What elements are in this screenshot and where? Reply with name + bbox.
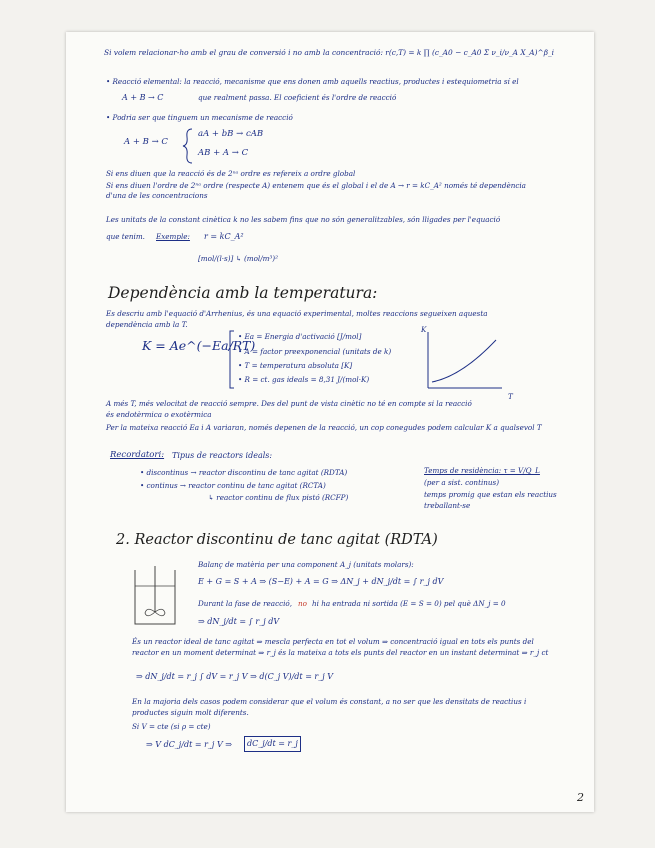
text-line: E + G = S + A ⇒ (S−E) + A = G ⇒ ΔN_j + dN_j/dt = ∫ r_j dV [198,577,444,586]
stirred-tank-sketch [132,564,178,628]
text-line: Si volem relacionar-ho amb el grau de conversió i no amb la concentració: r(c,T) = k ∏ (c_A0 − c_A0 Σ ν_i/ν_A X_A)^β_i [104,48,555,57]
text-line: • continus → reactor continu de tanc agitat (RCTA) [140,481,326,490]
text-line: • R = ct. gas ideals = 8,31 J/(mol·K) [238,375,370,384]
text-line: hi ha entrada ni sortida (E = S = 0) pel què ΔN_j = 0 [312,599,506,608]
section-heading: 2. Reactor discontinu de tanc agitat (RDTA) [116,532,438,548]
arrhenius-graph [422,330,504,396]
boxed-result: dC_j/dt = r_j [244,736,301,752]
text-line: temps promig que estan els reactius [424,490,557,499]
text-line: productes siguin molt diferents. [132,708,249,717]
text-line: és endotèrmica o exotèrmica [106,410,212,419]
brace [182,128,194,164]
text-line: A + B → C [124,137,168,147]
text-line: d'una de les concentracions [106,191,208,200]
text-line: És un reactor ideal de tanc agitat ⇒ mescla perfecta en tot el volum ⇒ concentració igual en tots els punts del [132,637,534,646]
text-line: ↳ reactor continu de flux pistó (RCFP) [208,493,349,502]
text-line: que realment passa. El coeficient és l'ordre de reacció [198,93,397,102]
text-line: A + B → C [122,93,164,102]
page-number: 2 [577,791,584,804]
text-line: Exemple: [156,232,190,241]
text-line: r = kC_A² [204,232,244,241]
text-line: aA + bB → cAB [198,129,264,139]
text-line: Si ens diuen l'ordre de 2ⁿᵃ ordre (respecte A) entenem que és el global i el de A → r = kC_A² només té dependència [106,181,526,190]
text-line: • Podria ser que tinguem un mecanisme de reacció [106,113,293,122]
text-line: ⇒ V dC_j/dt = r_j V ⇒ [146,740,232,749]
text-line: dependència amb la T. [106,320,188,329]
text-line: ⇒ dN_j/dt = r_j ∫ dV = r_j V ⇒ d(C_j V)/dt = r_j V [136,672,334,681]
arrhenius-equation: K = Ae^(−Ea/RT) [142,338,256,353]
text-line: treballant-se [424,501,471,510]
text-line: Balanç de matèria per una component A_j (unitats molars): [198,560,414,569]
text-line: Per la mateixa reacció Ea i A variaran, només depenen de la reacció, un cop conegudes podem calcular K a qualsevol T [106,423,542,432]
text-line: AB + A → C [198,148,249,158]
bracket [228,330,236,390]
text-line: • A = factor preexponencial (unitats de k) [238,347,392,356]
text-line: Tipus de reactors ideals: [172,451,273,460]
text-line: • Ea = Energia d'activació [J/mol] [238,332,362,341]
graph-axis-label: T [508,392,513,401]
text-line: Temps de residència: τ = V/Q_L [424,466,540,475]
text-line: Durant la fase de reacció, [198,599,293,608]
text-line: Si V = cte (si ρ = cte) [132,722,211,731]
notebook-page [66,32,594,812]
text-line: Si ens diuen que la reacció és de 2ⁿᵃ ordre es refereix a ordre global [106,169,356,178]
graph-axis-label: K [421,325,427,334]
section-heading: Dependència amb la temperatura: [108,284,378,302]
text-line: • T = temperatura absoluta [K] [238,361,353,370]
text-line-highlight: no [298,599,307,608]
text-line: [mol/(l·s)] ↳ (mol/m³)² [198,254,278,263]
text-line: Recordatori: [110,450,165,460]
text-line: En la majoria dels casos podem considerar que el volum és constant, a no ser que les densitats de reactius i [132,697,527,706]
text-line: • discontinus → reactor discontinu de tanc agitat (RDTA) [140,468,348,477]
text-line: ⇒ dN_j/dt = ∫ r_j dV [198,617,280,626]
text-line: Les unitats de la constant cinètica k no les sabem fins que no són generalitzables, són lligades per l'equació [106,215,501,224]
text-line: (per a sist. continus) [424,478,500,487]
text-line: A més T, més velocitat de reacció sempre. Des del punt de vista cinètic no té en compte si la reacció [106,399,472,408]
text-line: Es descriu amb l'equació d'Arrhenius, és una equació experimental, moltes reaccions segueixen aquesta [106,309,488,318]
text-line: que tenim. [106,232,145,241]
text-line: reactor en un moment determinat ⇒ r_j és la mateixa a tots els punts del reactor en un instant determinat ⇒ r_j ct [132,648,549,657]
text-line: • Reacció elemental: la reacció, mecanisme que ens donen amb aquells reactius, productes i estequiometria sí el [106,77,519,86]
